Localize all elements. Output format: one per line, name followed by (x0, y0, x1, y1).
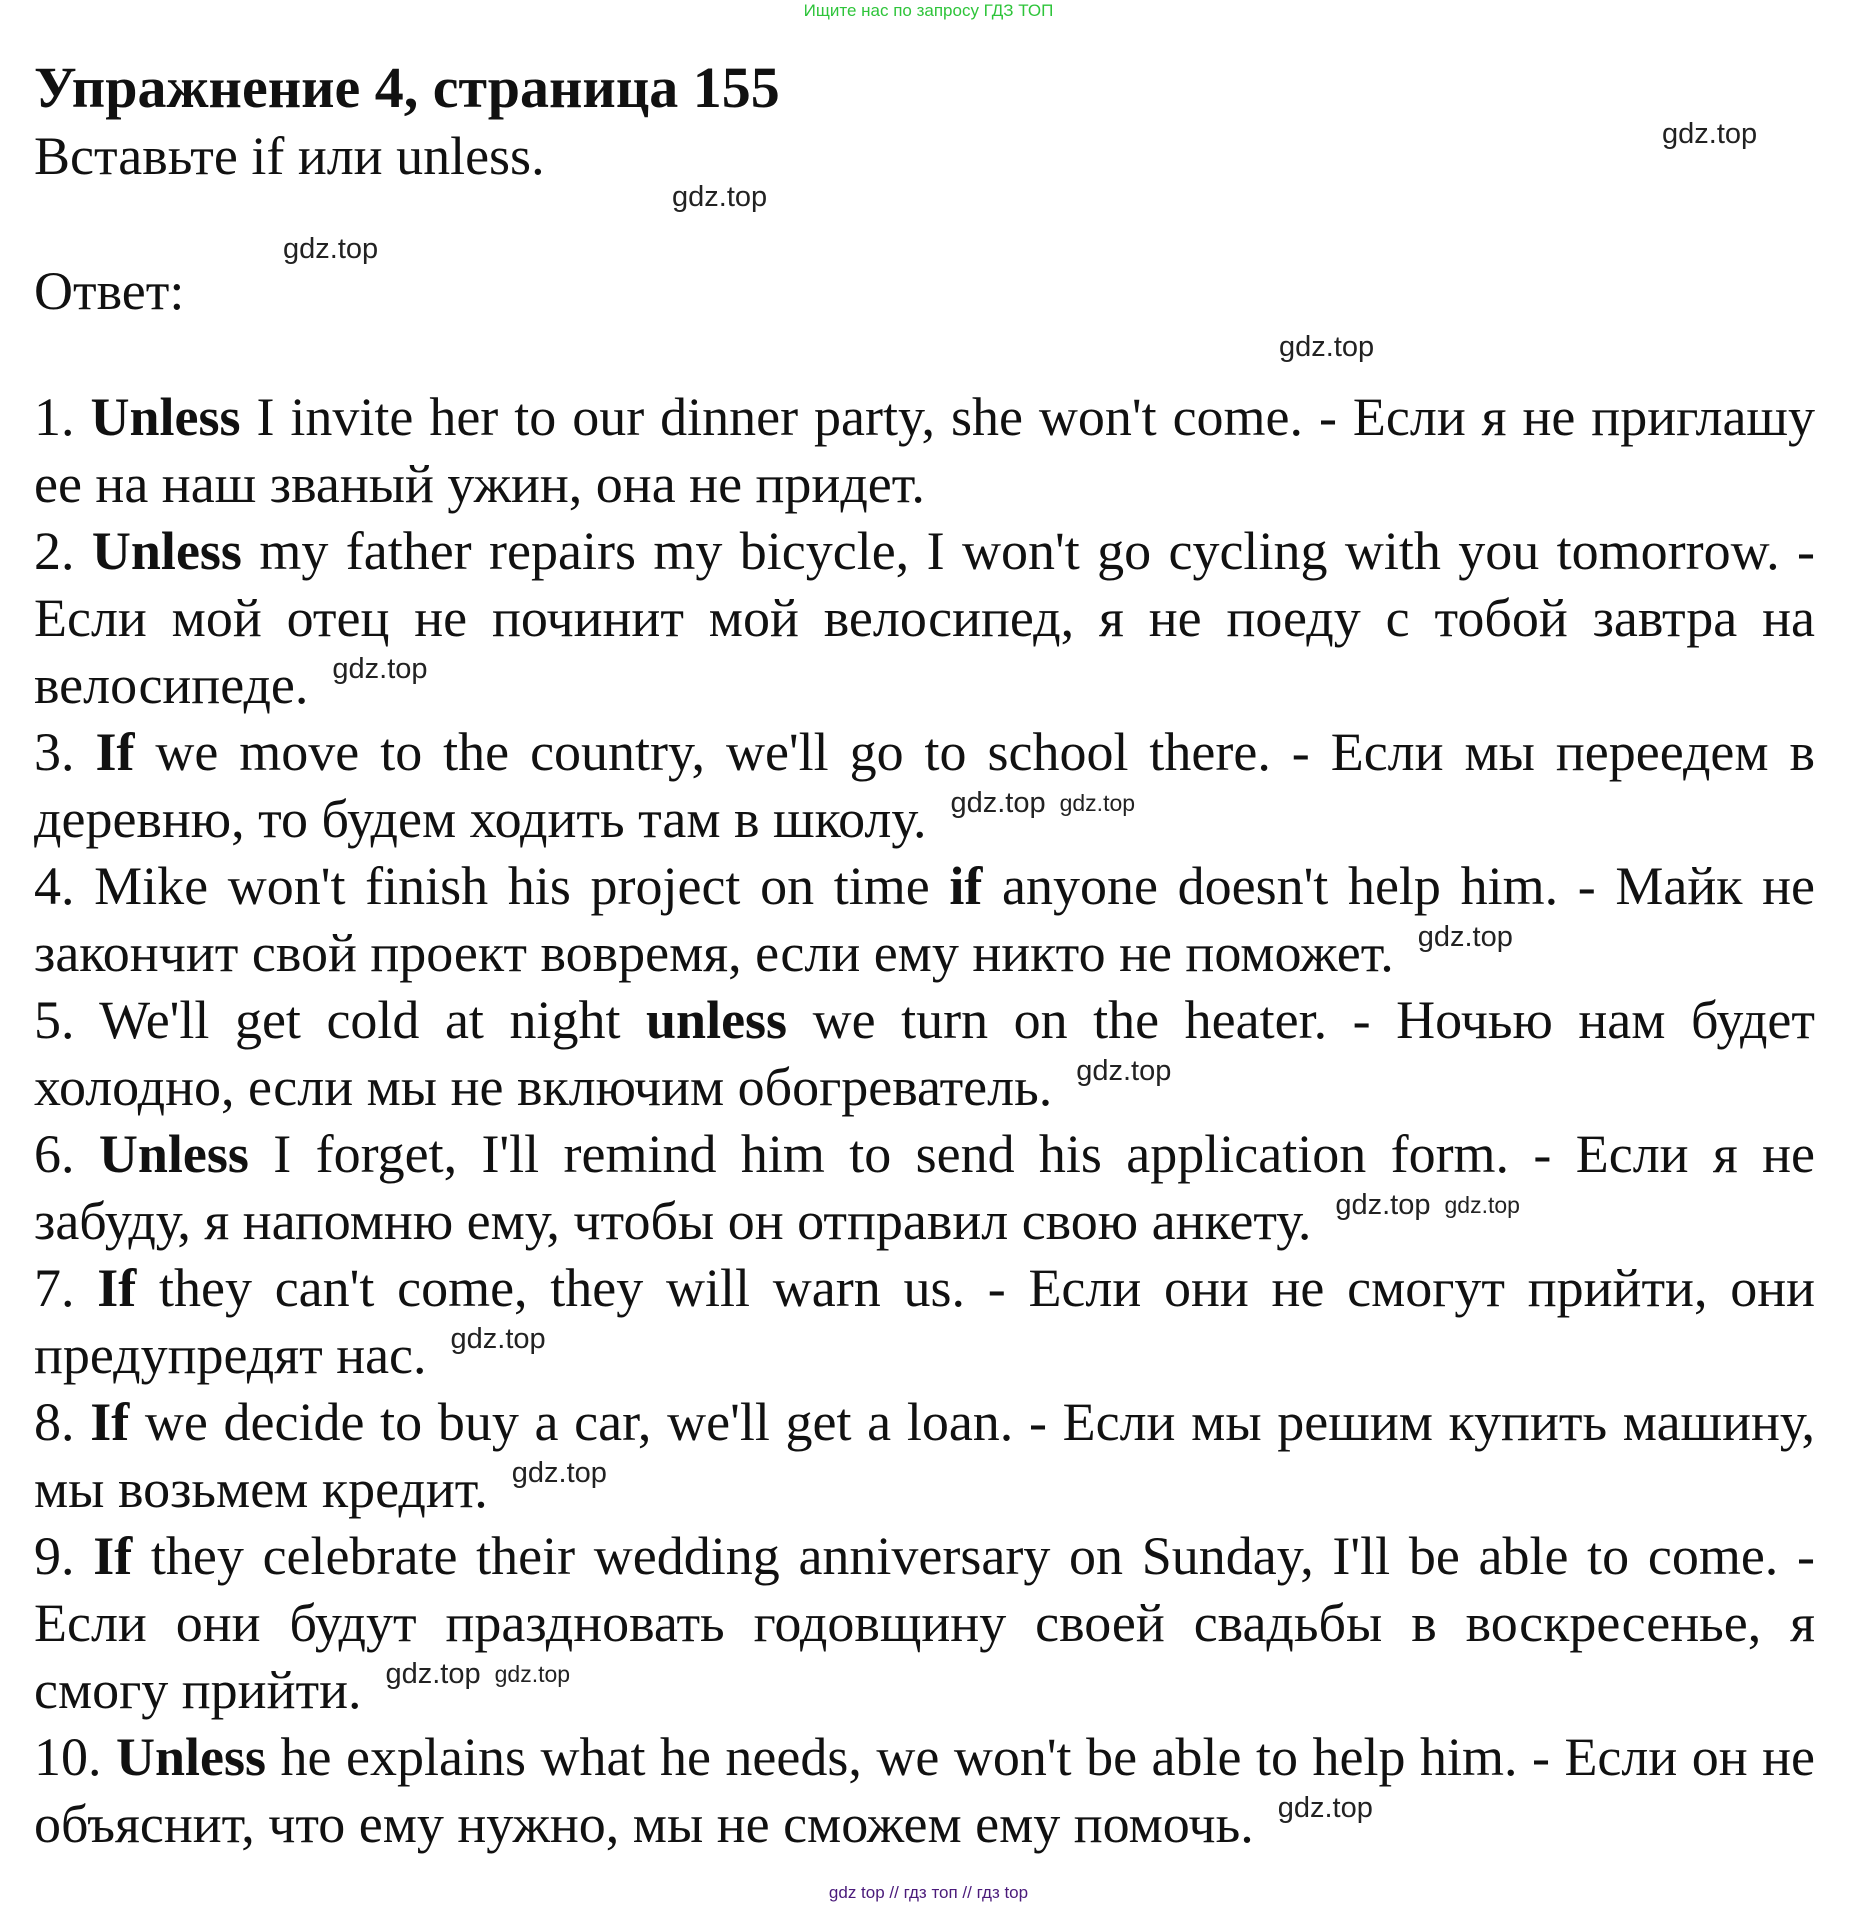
answer-bold: Unless (90, 387, 241, 447)
watermark: gdz.top (332, 653, 428, 685)
answer-item (34, 1255, 1815, 1389)
watermark: gdz.top (950, 787, 1046, 819)
answer-text: I forget, I'll remind him to send his application form. - Если я не забуду, я напомню ему, чтобы он отправил свою анкету. (34, 1124, 1816, 1251)
watermark: gdz.top (1076, 1055, 1172, 1087)
answer-item (34, 1724, 1815, 1858)
answer-item (34, 1523, 1815, 1724)
task-instruction: Вставьте if или unless. (34, 126, 545, 186)
answer-pre: Mike won't finish his project on time (94, 856, 950, 916)
answer-pre: We'll get cold at night (99, 990, 646, 1050)
answer-text: we move to the country, we'll go to school there. - Если мы переедем в деревню, то будем ходить там в школу. (34, 722, 1816, 849)
answer-bold: if (949, 856, 983, 916)
answer-bold: If (90, 1392, 130, 1452)
watermark: gdz.top (1279, 331, 1375, 363)
answer-text: they celebrate their wedding anniversary on Sunday, I'll be able to come. - Если они будут праздновать годовщину своей свадьбы в воскресенье, я смогу прийти. (34, 1526, 1815, 1720)
answer-num: 9. (34, 1526, 94, 1586)
answer-item (34, 719, 1815, 853)
answer-bold: Unless (91, 521, 242, 581)
answer-bold: If (97, 1258, 137, 1318)
answer-label: Ответ: (34, 261, 185, 321)
answer-num: 2. (34, 521, 92, 581)
watermark: gdz.top (1444, 1192, 1520, 1218)
watermark: gdz.top (494, 1661, 571, 1687)
answer-bold: unless (646, 990, 788, 1050)
answer-num: 4. (34, 856, 95, 916)
answer-item (34, 987, 1815, 1121)
answer-text: I invite her to our dinner party, she won't come. - Если я не приглашу ее на наш званый ужин, она не придет. (34, 387, 1815, 514)
answer-item (34, 1121, 1815, 1255)
answer-text: my father repairs my bicycle, I won't go cycling with you tomorrow. - Если мой отец не починит мой велосипед, я не поеду с тобой завтра на велосипеде. (34, 521, 1815, 715)
answer-num: 3. (34, 722, 96, 782)
answer-num: 8. (34, 1392, 91, 1452)
top-banner: Ищите нас по запросу ГДЗ ТОП (803, 1, 1054, 20)
answer-bold: If (93, 1526, 133, 1586)
answer-text: we turn on the heater. - Ночью нам будет холодно, если мы не включим обогреватель. (34, 990, 1816, 1117)
page-title: Упражнение 4, страница 155 (34, 55, 780, 120)
watermark: gdz.top (1277, 1792, 1373, 1824)
answer-num: 5. (34, 990, 100, 1050)
answer-bold: Unless (98, 1124, 249, 1184)
answer-item (34, 518, 1815, 719)
answer-item (34, 384, 1815, 518)
watermark: gdz.top (1059, 790, 1136, 816)
watermark: gdz.top (1662, 118, 1758, 150)
answer-text: we decide to buy a car, we'll get a loan. - Если мы решим купить машину, мы возьмем кредит. (34, 1392, 1816, 1519)
answer-num: 10. (34, 1727, 117, 1787)
answer-num: 6. (34, 1124, 99, 1184)
watermark: gdz.top (385, 1658, 481, 1690)
bottom-banner: gdz top // гдз топ // гдз top (828, 1883, 1029, 1902)
watermark: gdz.top (672, 181, 768, 213)
answer-list (34, 384, 1815, 1858)
watermark: gdz.top (1417, 921, 1513, 953)
answer-num: 7. (34, 1258, 98, 1318)
answer-item (34, 1389, 1815, 1523)
watermark: gdz.top (511, 1457, 607, 1489)
answer-bold: Unless (116, 1727, 267, 1787)
answer-text: anyone doesn't help him. - Майк не закончит свой проект вовремя, если ему никто не поможет. (34, 856, 1816, 983)
watermark: gdz.top (283, 233, 379, 265)
answer-text: they can't come, they will warn us. - Если они не смогут прийти, они предупредят нас. (34, 1258, 1815, 1385)
watermark: gdz.top (450, 1323, 546, 1355)
watermark: gdz.top (1335, 1189, 1431, 1221)
answer-text: he explains what he needs, we won't be able to help him. - Если он не объяснит, что ему нужно, мы не сможем ему помочь. (34, 1727, 1816, 1854)
answer-num: 1. (34, 387, 91, 447)
answer-bold: If (95, 722, 135, 782)
answer-item (34, 853, 1815, 987)
